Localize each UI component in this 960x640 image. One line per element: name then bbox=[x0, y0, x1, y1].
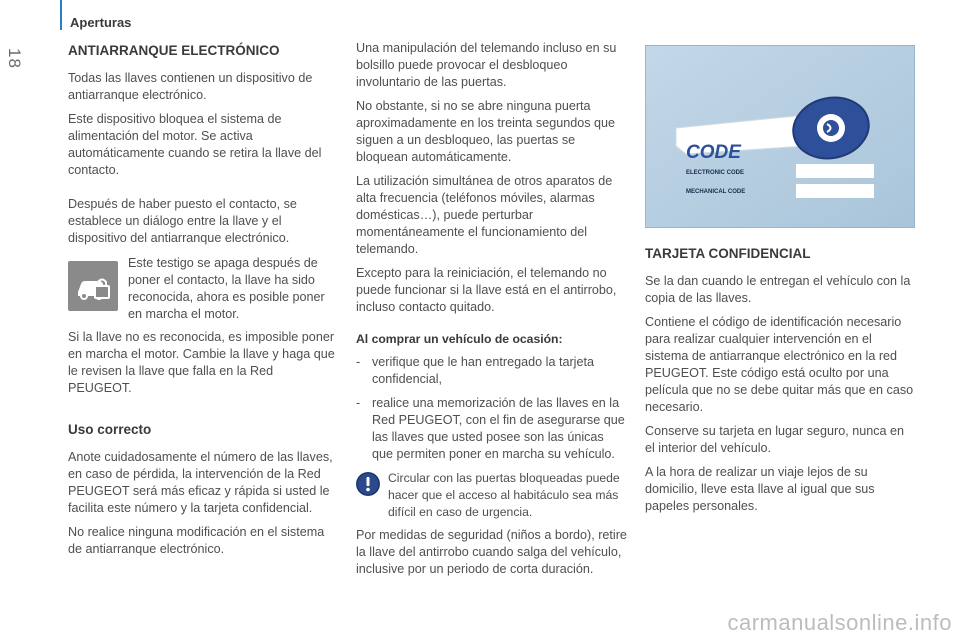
warning-note bbox=[356, 470, 628, 521]
heading-uso-correcto: Uso correcto bbox=[68, 422, 152, 437]
list-item: - realice una memorización de las llaves en la Red PEUGEOT, con el fin de asegurarse que las llaves que usted posee son las únicas que permiten poner en marcha su vehículo. bbox=[356, 396, 625, 461]
warning-text: Circular con las puertas bloqueadas puede hacer que el acceso al habitáculo sea más difícil en caso de urgencia. bbox=[388, 471, 620, 519]
confidential-card-illustration bbox=[645, 45, 915, 228]
paragraph: No realice ninguna modificación en el sistema de antiarranque electrónico. bbox=[68, 525, 325, 556]
heading-antiarranque: ANTIARRANQUE ELECTRÓNICO bbox=[68, 43, 280, 58]
page-number: 18 bbox=[5, 48, 24, 69]
section-title: Aperturas bbox=[70, 15, 132, 30]
card-mechanical-code-label: MECHANICAL CODE bbox=[686, 189, 746, 195]
indicator-text: Este testigo se apaga después de poner el contacto, la llave ha sido reconocida, ahora es posible poner en marcha el motor. bbox=[128, 256, 325, 321]
paragraph: Excepto para la reiniciación, el telemando no puede funcionar si la llave está en el antirrobo, incluso contacto quitado. bbox=[356, 266, 617, 314]
paragraph: Después de haber puesto el contacto, se establece un diálogo entre la llave y el dispositivo del antiarranque electrónico. bbox=[68, 197, 297, 245]
card-code-label: CODE bbox=[686, 142, 741, 163]
paragraph: A la hora de realizar un viaje lejos de su domicilio, lleve esta llave al igual que sus papeles personales. bbox=[645, 465, 875, 513]
dash-icon: - bbox=[356, 396, 361, 410]
dash-icon: - bbox=[356, 355, 361, 369]
paragraph: Se la dan cuando le entregan el vehículo con la copia de las llaves. bbox=[645, 274, 911, 305]
paragraph: Una manipulación del telemando incluso en su bolsillo puede provocar el desbloqueo involuntario de las puertas. bbox=[356, 41, 617, 89]
watermark: carmanualsonline.info bbox=[727, 610, 952, 635]
paragraph: Contiene el código de identificación necesario para realizar cualquier intervención en el sistema de antiarranque electrónico en la red PEUGEOT. Este código está oculto por una película que no se debe quitar más que en caso necesario. bbox=[645, 315, 914, 414]
car-lock-warning-icon bbox=[68, 261, 118, 311]
heading-tarjeta-confidencial: TARJETA CONFIDENCIAL bbox=[645, 246, 811, 261]
list-item: - verifique que le han entregado la tarjeta confidencial, bbox=[356, 355, 594, 386]
column-middle bbox=[356, 40, 628, 585]
exclamation-icon bbox=[356, 472, 380, 496]
paragraph: Este dispositivo bloquea el sistema de alimentación del motor. Se activa automáticamente cuando se retira la llave del contacto. bbox=[68, 112, 322, 177]
paragraph: Anote cuidadosamente el número de las llaves, en caso de pérdida, la intervención de la Red PEUGEOT será más eficaz y rápida si usted le facilita este número y la tarjeta confidencial. bbox=[68, 450, 333, 515]
card-electronic-code-label: ELECTRONIC CODE bbox=[686, 170, 745, 176]
section-marker-bar bbox=[60, 0, 62, 30]
paragraph: Si la llave no es reconocida, es imposible poner en marcha el motor. Cambie la llave y haga que le revisen la llave que falla en la Red PEUGEOT. bbox=[68, 330, 335, 395]
indicator-note bbox=[68, 255, 340, 323]
paragraph: Conserve su tarjeta en lugar seguro, nunca en el interior del vehículo. bbox=[645, 424, 905, 455]
bullet-list bbox=[356, 354, 628, 463]
subheading-used-vehicle: Al comprar un vehículo de ocasión: bbox=[356, 332, 563, 346]
paragraph: La utilización simultánea de otros aparatos de alta frecuencia (teléfonos móviles, alarmas domésticas…), puede perturbar momentáneamente el funcionamiento del telemando. bbox=[356, 174, 613, 256]
column-right bbox=[645, 243, 915, 522]
paragraph: Todas las llaves contienen un dispositivo de antiarranque electrónico. bbox=[68, 71, 313, 102]
paragraph: Por medidas de seguridad (niños a bordo), retire la llave del antirrobo cuando salga del vehículo, inclusive por un periodo de corta duración. bbox=[356, 528, 627, 576]
column-left bbox=[68, 40, 340, 565]
paragraph: No obstante, si no se abre ninguna puerta aproximadamente en los treinta segundos que siguen a un desbloqueo, las puertas se bloquean automáticamente. bbox=[356, 99, 616, 164]
